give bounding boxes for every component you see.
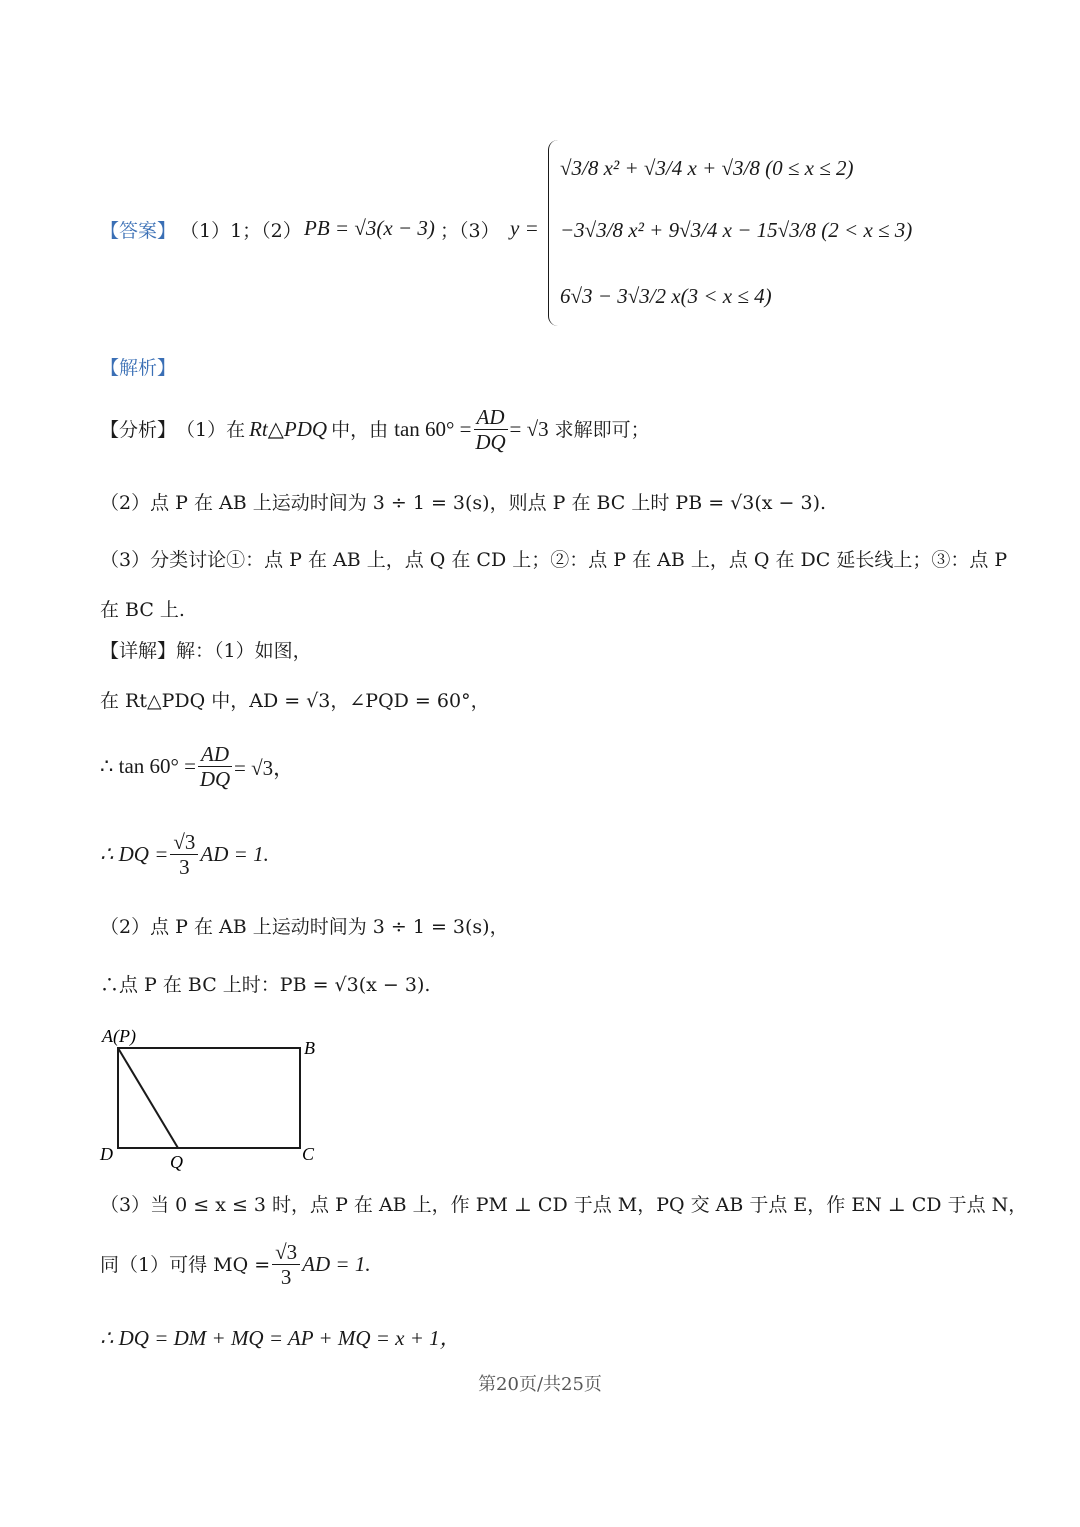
detail-label: 【详解】解：（1）如图， <box>100 640 312 662</box>
analysis-fraction <box>474 405 508 454</box>
detail-ad-eq: AD = 1. <box>200 842 269 866</box>
detail-tan: ∴ tan 60° = <box>100 754 197 778</box>
analysis-line-3: （3）分类讨论①：点 P 在 AB 上，点 Q 在 CD 上；②：点 P 在 AB 上，点 Q 在 DC 延长线上；③：点 P <box>100 549 1008 571</box>
piecewise-case-2: −3√3/8 x² + 9√3/4 x − 15√3/8 (2 < x ≤ 3) <box>560 218 913 242</box>
label-q: Q <box>170 1152 183 1172</box>
detail-mq: 同（1）可得 MQ = <box>100 1253 271 1276</box>
detail-line-2 <box>100 742 294 791</box>
answer-label: 【答案】 <box>100 220 177 242</box>
fraction-numerator: AD <box>474 405 508 430</box>
answer-part1: （1）1；（2） <box>180 220 302 242</box>
label-b: B <box>304 1038 315 1058</box>
detail-fraction-ad-dq <box>198 742 232 791</box>
fraction-denominator: 3 <box>179 855 190 879</box>
detail-line-6: （3）当 0 ≤ x ≤ 3 时，点 P 在 AB 上，作 PM ⊥ CD 于点 M，PQ 交 AB 于点 E，作 EN ⊥ CD 于点 N， <box>100 1194 1028 1216</box>
detail-line-7 <box>100 1240 371 1289</box>
analysis-text: 中，由 <box>331 418 389 441</box>
detail-fraction-sqrt3-3 <box>170 830 198 879</box>
detail-line-5: ∴点 P 在 BC 上时：PB = √3(x − 3). <box>100 974 431 996</box>
answer-part3: ；（3） <box>440 220 500 242</box>
analysis-line-1 <box>100 405 650 454</box>
segment-pq <box>118 1048 178 1148</box>
label-a: A(P) <box>102 1026 136 1046</box>
piecewise-brace <box>548 140 559 326</box>
piecewise-case-3: 6√3 − 3√3/2 x(3 < x ≤ 4) <box>560 284 772 308</box>
fraction-numerator: AD <box>198 742 232 767</box>
detail-dq: ∴ DQ = <box>100 842 169 866</box>
label-d: D <box>100 1144 113 1164</box>
detail-fraction-sqrt3-3b <box>272 1240 300 1289</box>
piecewise-case-1: √3/8 x² + √3/4 x + √3/8 (0 ≤ x ≤ 2) <box>560 156 854 180</box>
fraction-denominator: DQ <box>199 767 231 791</box>
analysis-triangle: Rt△PDQ <box>249 417 328 441</box>
analysis-text: （1）在 <box>176 418 246 441</box>
fraction-numerator: √3 <box>170 830 198 855</box>
fraction-numerator: √3 <box>272 1240 300 1265</box>
detail-line-3 <box>100 830 269 879</box>
analysis-line-3b: 在 BC 上. <box>100 599 185 621</box>
detail-sqrt3: = √3， <box>234 755 295 780</box>
jiexi-label: 【解析】 <box>100 357 177 379</box>
fraction-denominator: DQ <box>475 430 506 454</box>
detail-line-4: （2）点 P 在 AB 上运动时间为 3 ÷ 1 = 3(s)， <box>100 916 509 938</box>
rectangle-abcd <box>118 1048 300 1148</box>
fraction-denominator: 3 <box>280 1265 292 1289</box>
detail-ad-eq: AD = 1. <box>302 1252 371 1276</box>
answer-pb-formula: PB = √3(x − 3) <box>304 216 435 240</box>
analysis-tan: tan 60° = <box>394 417 472 441</box>
answer-y-eq: y = <box>510 216 539 240</box>
analysis-sqrt3: = √3 <box>509 417 549 441</box>
detail-line-1: 在 Rt△PDQ 中，AD = √3，∠PQD = 60°， <box>100 690 490 712</box>
analysis-text: 求解即可； <box>554 418 650 441</box>
detail-line-8: ∴ DQ = DM + MQ = AP + MQ = x + 1， <box>100 1326 461 1350</box>
page-footer: 第20页/共25页 <box>478 1374 602 1395</box>
analysis-line-2: （2）点 P 在 AB 上运动时间为 3 ÷ 1 = 3(s)，则点 P 在 BC 上时 PB = √3(x − 3). <box>100 492 827 514</box>
rectangle-figure <box>96 1020 336 1175</box>
analysis-label: 【分析】 <box>100 418 177 441</box>
label-c: C <box>302 1144 315 1164</box>
